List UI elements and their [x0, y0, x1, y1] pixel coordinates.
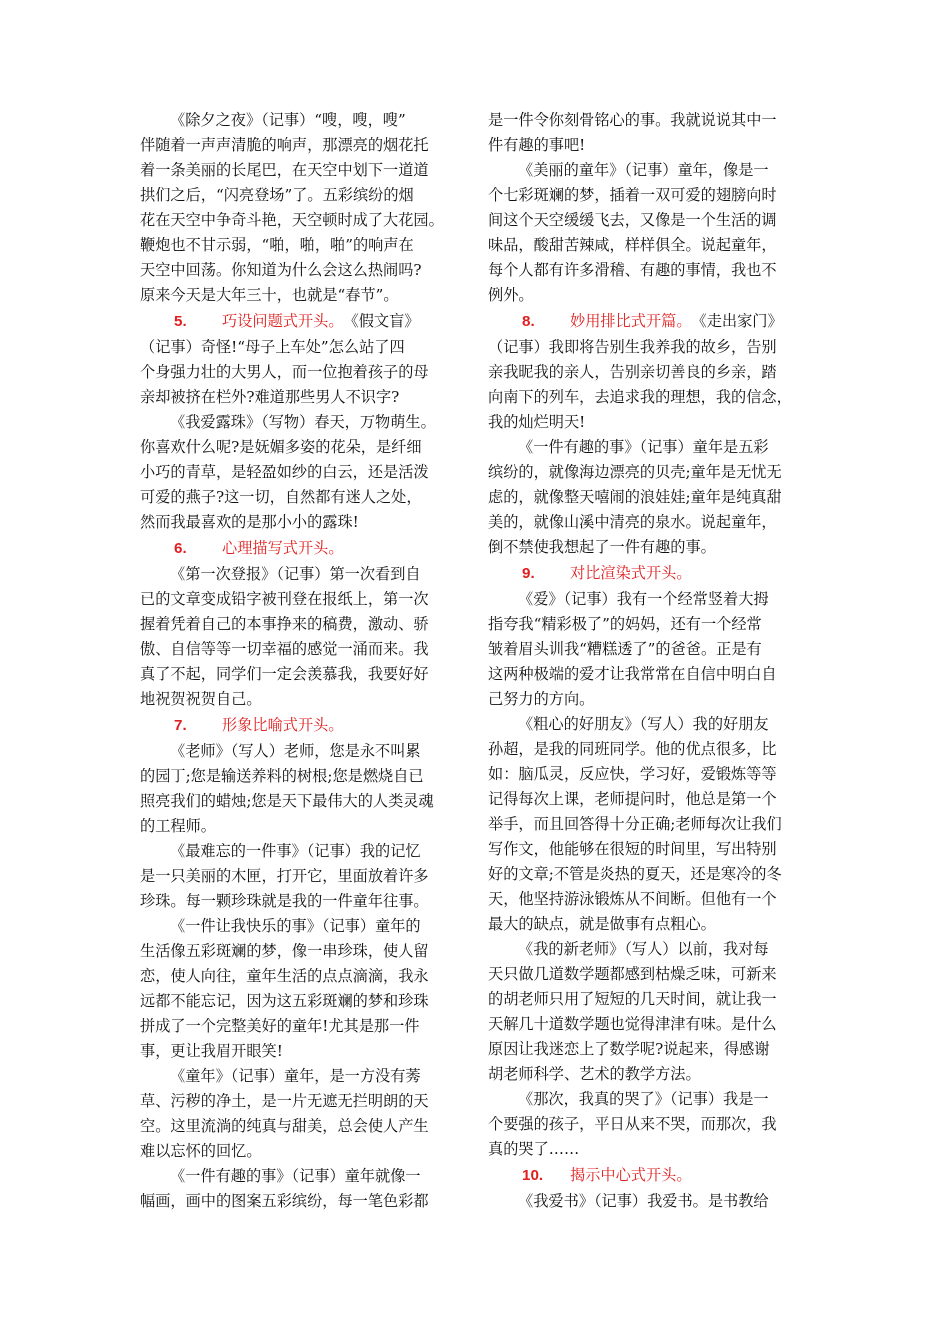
text-line: 例外。: [488, 286, 534, 304]
text-line: 的园丁;您是输送养料的树根;您是燃烧自已: [140, 767, 424, 785]
text-line: 原来今天是大年三十，也就是“春节”。: [140, 286, 399, 304]
example-title: 《假文盲》: [343, 312, 420, 330]
text-line: 拼成了一个完整美好的童年!尤其是那一件: [140, 1017, 420, 1035]
section-number: 9.: [522, 565, 535, 582]
text-line: 是一只美丽的木匣，打开它，里面放着许多: [140, 867, 429, 885]
text-line: 天空中回荡。你知道为什么会这么热闹吗?: [140, 261, 422, 279]
text-line: 最大的缺点，就是做事有点粗心。: [488, 915, 716, 933]
text-line: 个身强力壮的大男人，而一位抱着孩子的母: [140, 363, 429, 381]
text-line: 恋，使人向往，童年生活的点点滴滴，我永: [140, 967, 429, 985]
section-number: 8.: [522, 313, 535, 330]
text-line: 《爱》（记事）我有一个经常竖着大拇: [518, 590, 769, 608]
text-line: 缤纷的，就像海边漂亮的贝壳;童年是无忧无: [488, 463, 782, 481]
text-line: 你喜欢什么呢?是妩媚多姿的花朵，是纤细: [140, 438, 422, 456]
text-line: 的工程师。: [140, 817, 216, 835]
text-line: 虑的，就像整天嘻闹的浪娃娃;童年是纯真甜: [488, 488, 782, 506]
text-line: 握着凭着自己的本事挣来的稿费，激动、骄: [140, 615, 429, 633]
text-line: 的胡老师只用了短短的几天时间，就让我一: [488, 990, 777, 1008]
text-line: 己努力的方向。: [488, 690, 595, 708]
text-line: 小巧的青草，是轻盈如纱的白云，还是活泼: [140, 463, 429, 481]
section-title: 揭示中心式开头。: [570, 1166, 692, 1184]
text-line: 好的文章;不管是炎热的夏天，还是寒冷的冬: [488, 865, 782, 883]
text-line: 难以忘怀的回忆。: [140, 1142, 262, 1160]
text-line: 天只做几道数学题都感到枯燥乏味，可新来: [488, 965, 777, 983]
text-line: 草、污秽的净土，是一片无遮无拦明朗的天: [140, 1092, 429, 1110]
text-line: 《我爱露珠》（写物）春天，万物萌生。: [170, 413, 436, 431]
section-title: 妙用排比式开篇。: [570, 312, 692, 330]
text-line: 真的哭了……: [488, 1140, 580, 1158]
section-title: 心理描写式开头。: [222, 539, 344, 557]
text-line: 事，更让我眉开眼笑!: [140, 1042, 283, 1060]
text-line: 天，他坚持游泳锻炼从不间断。但他有一个: [488, 890, 777, 908]
text-line: 这两种极端的爱才让我常常在自信中明白自: [488, 665, 777, 683]
text-line: 胡老师科学、艺术的教学方法。: [488, 1065, 701, 1083]
text-line: 花在天空中争奇斗艳，天空顿时成了大花园。: [140, 211, 444, 229]
left-column: [140, 108, 472, 1214]
text-line: 拱们之后，“闪亮登场”了。五彩缤纷的烟: [140, 186, 414, 204]
text-line: 味品，酸甜苦辣咸，样样俱全。说起童年，: [488, 236, 777, 254]
text-line: 《我爱书》（记事）我爱书。是书教给: [518, 1192, 769, 1210]
section-heading: [488, 1162, 820, 1189]
section-number: 5.: [174, 313, 187, 330]
text-line: 天解几十道数学题也觉得津津有味。是什么: [488, 1015, 777, 1033]
text-line: 向南下的列车，去追求我的理想，我的信念，: [488, 388, 792, 406]
text-line: （记事）我即将告别生我养我的故乡，告别: [488, 338, 777, 356]
section-heading: [140, 712, 472, 739]
text-line: 《第一次登报》（记事）第一次看到自: [170, 565, 421, 583]
text-line: 《粗心的好朋友》（写人）我的好朋友: [518, 715, 769, 733]
text-line: 《童年》（记事）童年，是一方没有莠: [170, 1067, 421, 1085]
example-title: 《走出家门》: [691, 312, 783, 330]
text-line: 《最难忘的一件事》（记事）我的记忆: [170, 842, 421, 860]
text-line: 空。这里流淌的纯真与甜美，总会使人产生: [140, 1117, 429, 1135]
text-line: 《一件有趣的事》（记事）童年就像一: [170, 1167, 421, 1185]
text-line: 个要强的孩子，平日从来不哭，而那次，我: [488, 1115, 777, 1133]
text-line: 《一件让我快乐的事》（记事）童年的: [170, 917, 421, 935]
text-line: 个七彩斑斓的梦，插着一双可爱的翅膀向时: [488, 186, 777, 204]
text-line: 是一件令你刻骨铭心的事。我就说说其中一: [488, 111, 777, 129]
text-line: 可爱的燕子?这一切，自然都有迷人之处，: [140, 488, 422, 506]
text-line: 珍珠。每一颗珍珠就是我的一件童年往事。: [140, 892, 429, 910]
text-line: 每个人都有许多滑稽、有趣的事情，我也不: [488, 261, 777, 279]
text-line: 《我的新老师》（写人）以前，我对每: [518, 940, 769, 958]
section-heading: [488, 560, 820, 587]
text-line: 远都不能忘记，因为这五彩斑斓的梦和珍珠: [140, 992, 429, 1010]
text-line: 伴随着一声声清脆的响声，那漂亮的烟花托: [140, 136, 429, 154]
text-line: 亲却被挤在栏外?难道那些男人不识字?: [140, 388, 400, 406]
section-heading: [140, 535, 472, 562]
text-line: 倒不禁使我想起了一件有趣的事。: [488, 538, 716, 556]
section-number: 10.: [522, 1167, 544, 1184]
text-line: 《老师》（写人）老师，您是永不叫累: [170, 742, 421, 760]
section-title: 形象比喻式开头。: [222, 716, 344, 734]
text-line: 举手，而且回答得十分正确;老师每次让我们: [488, 815, 782, 833]
text-line: 鞭炮也不甘示弱，“啪，啪，啪”的响声在: [140, 236, 414, 254]
text-line: 我的灿烂明天!: [488, 413, 586, 431]
text-line: 间这个天空缓缓飞去，又像是一个生活的调: [488, 211, 777, 229]
text-line: 原因让我迷恋上了数学呢?说起来，得感谢: [488, 1040, 770, 1058]
text-line: 记得每次上课，老师提问时，他总是第一个: [488, 790, 777, 808]
section-heading: [140, 308, 472, 335]
text-line: 《一件有趣的事》（记事）童年是五彩: [518, 438, 769, 456]
text-line: 照亮我们的蜡烛;您是天下最伟大的人类灵魂: [140, 792, 434, 810]
text-line: 写作文，他能够在很短的时间里，写出特别: [488, 840, 777, 858]
text-line: 《美丽的童年》（记事）童年，像是一: [518, 161, 769, 179]
text-line: 生活像五彩斑斓的梦，像一串珍珠，使人留: [140, 942, 429, 960]
text-line: （记事）奇怪!“母子上车处”怎么站了四: [140, 338, 405, 356]
text-line: 件有趣的事吧!: [488, 136, 586, 154]
section-number: 6.: [174, 540, 187, 557]
text-line: 皱着眉头训我“糟糕透了”的爸爸。正是有: [488, 640, 762, 658]
text-line: 已的文章变成铅字被刊登在报纸上，第一次: [140, 590, 429, 608]
text-line: 傲、自信等等一切幸福的感觉一涌而来。我: [140, 640, 429, 658]
section-title: 对比渲染式开头。: [570, 564, 692, 582]
text-line: 美的，就像山溪中清亮的泉水。说起童年，: [488, 513, 777, 531]
text-line: 《那次，我真的哭了》（记事）我是一: [518, 1090, 769, 1108]
text-line: 幅画，画中的图案五彩缤纷，每一笔色彩都: [140, 1192, 429, 1210]
section-heading: [488, 308, 820, 335]
section-title: 巧设问题式开头。: [222, 312, 344, 330]
text-line: 真了不起，同学们一定会羡慕我，我要好好: [140, 665, 429, 683]
text-line: 然而我最喜欢的是那小小的露珠!: [140, 513, 359, 531]
text-line: 地祝贺祝贺自己。: [140, 690, 262, 708]
text-line: 指夸我“精彩极了”的妈妈，还有一个经常: [488, 615, 762, 633]
right-column: [488, 108, 820, 1214]
text-line: 《除夕之夜》（记事）“嗖，嗖，嗖”: [170, 111, 406, 129]
text-line: 着一条美丽的长尾巴，在天空中划下一道道: [140, 161, 429, 179]
text-line: 如：脑瓜灵，反应快，学习好，爱锻炼等等: [488, 765, 777, 783]
text-line: 亲我昵我的亲人，告别亲切善良的乡亲，踏: [488, 363, 777, 381]
section-number: 7.: [174, 717, 187, 734]
text-line: 孙超，是我的同班同学。他的优点很多，比: [488, 740, 777, 758]
